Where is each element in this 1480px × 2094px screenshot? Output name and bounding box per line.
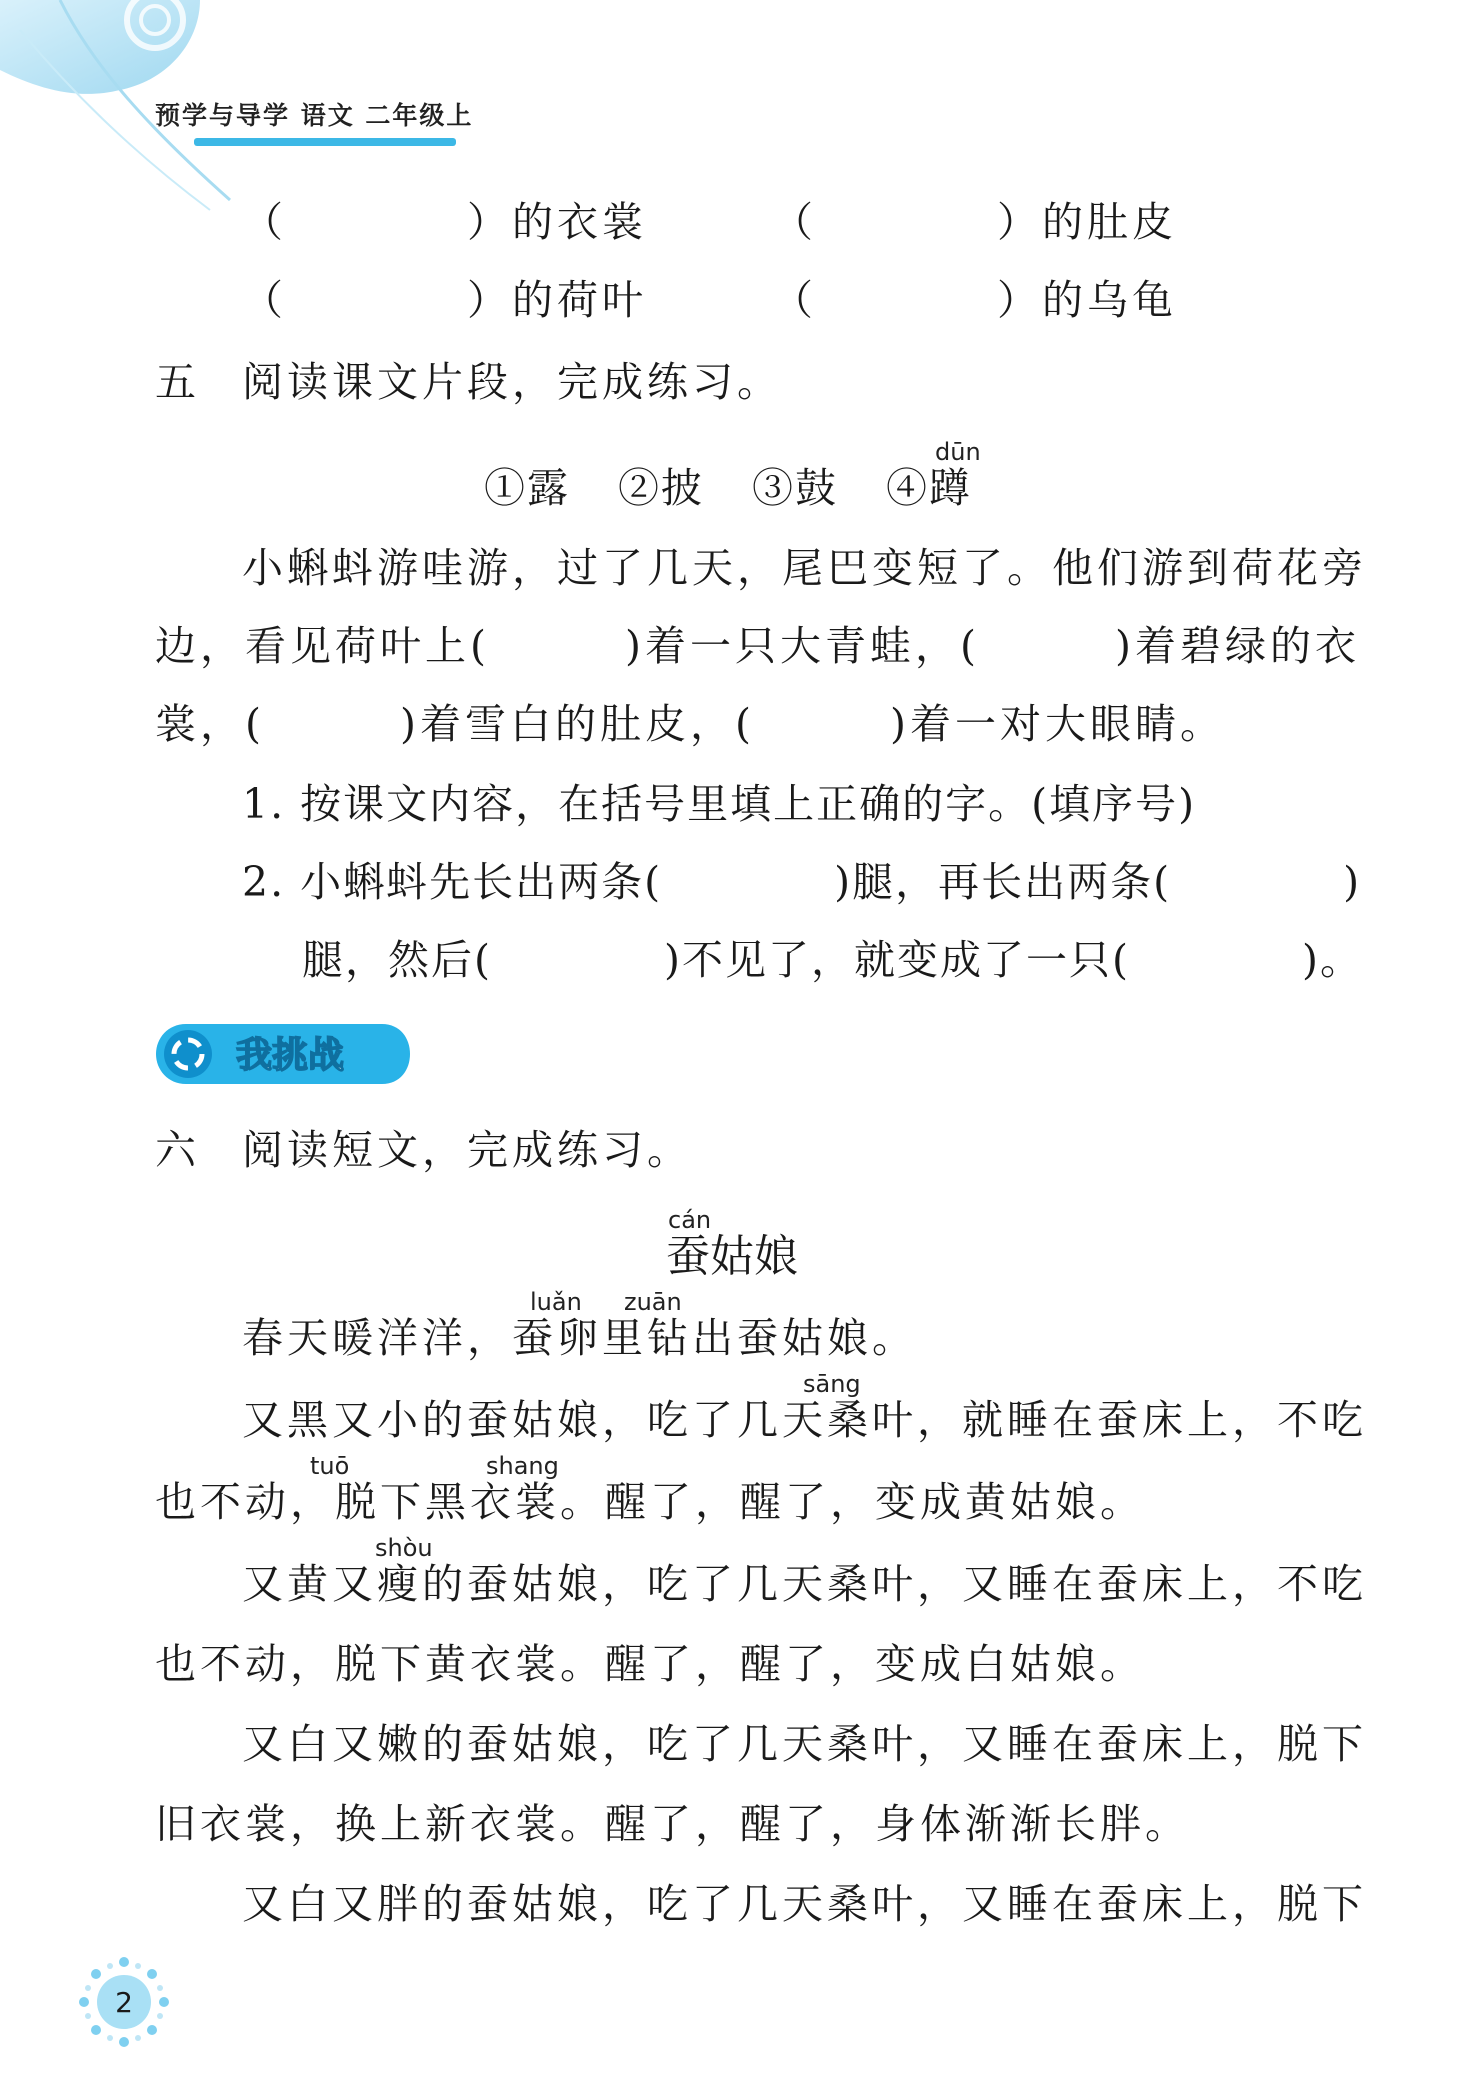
- story-line: 旧衣裳，换上新衣裳。醒了，醒了，身体渐渐长胖。: [155, 1800, 1190, 1848]
- question-1: 1. 按课文内容，在括号里填上正确的字。(填序号): [242, 780, 1197, 828]
- story-line: 也不动，脱下黑衣裳。醒了，醒了，变成黄姑娘。: [155, 1478, 1145, 1526]
- fill-item: （ ）的乌龟: [772, 276, 1177, 324]
- story-line: 又黑又小的蚕姑娘，吃了几天桑叶，就睡在蚕床上，不吃: [242, 1396, 1367, 1444]
- question-2-line1: 2. 小蝌蚪先长出两条( )腿，再长出两条( ): [242, 858, 1362, 906]
- fill-item: （ ）的衣裳: [242, 198, 647, 246]
- pinyin-annotation: dūn: [935, 438, 981, 466]
- story-line: 又白又嫩的蚕姑娘，吃了几天桑叶，又睡在蚕床上，脱下: [242, 1720, 1367, 1768]
- section-number: 六: [155, 1126, 200, 1174]
- story-line: 又黄又瘦的蚕姑娘，吃了几天桑叶，又睡在蚕床上，不吃: [242, 1560, 1367, 1608]
- pinyin-annotation: zuān: [624, 1288, 682, 1316]
- pinyin-annotation: sāng: [803, 1370, 861, 1398]
- section-instruction: 阅读课文片段，完成练习。: [242, 358, 782, 406]
- section-instruction: 阅读短文，完成练习。: [242, 1126, 692, 1174]
- option-item: ③鼓: [752, 464, 838, 512]
- option-item: ④蹲: [886, 464, 972, 512]
- header-title: 预学与导学 语文 二年级上: [155, 101, 474, 130]
- pinyin-annotation: cán: [668, 1206, 712, 1234]
- challenge-badge-label: 我挑战: [236, 1035, 345, 1076]
- pinyin-annotation: shòu: [375, 1534, 433, 1562]
- story-line: 春天暖洋洋，蚕卵里钻出蚕姑娘。: [242, 1314, 917, 1362]
- page-number-decoration: [74, 1952, 174, 2052]
- question-2-line2: 腿，然后( )不见了，就变成了一只( )。: [302, 936, 1363, 984]
- story-title: 蚕姑娘: [666, 1231, 798, 1282]
- challenge-badge: [152, 1020, 414, 1088]
- fill-item: （ ）的肚皮: [772, 198, 1177, 246]
- passage-line: 边，看见荷叶上( )着一只大青蛙，( )着碧绿的衣: [155, 622, 1360, 670]
- option-item: ①露: [484, 464, 570, 512]
- option-item: ②披: [618, 464, 704, 512]
- story-line: 又白又胖的蚕姑娘，吃了几天桑叶，又睡在蚕床上，脱下: [242, 1880, 1367, 1928]
- passage-line: 小蝌蚪游哇游，过了几天，尾巴变短了。他们游到荷花旁: [242, 544, 1367, 592]
- pinyin-annotation: luǎn: [530, 1288, 582, 1316]
- story-line: 也不动，脱下黄衣裳。醒了，醒了，变成白姑娘。: [155, 1640, 1145, 1688]
- pinyin-annotation: shang: [486, 1452, 559, 1480]
- page-number: 2: [115, 1986, 133, 2019]
- pinyin-annotation: tuō: [310, 1452, 350, 1480]
- fill-item: （ ）的荷叶: [242, 276, 647, 324]
- section-number: 五: [155, 358, 200, 406]
- passage-line: 裳，( )着雪白的肚皮，( )着一对大眼睛。: [155, 700, 1225, 748]
- header-underline: [194, 138, 456, 146]
